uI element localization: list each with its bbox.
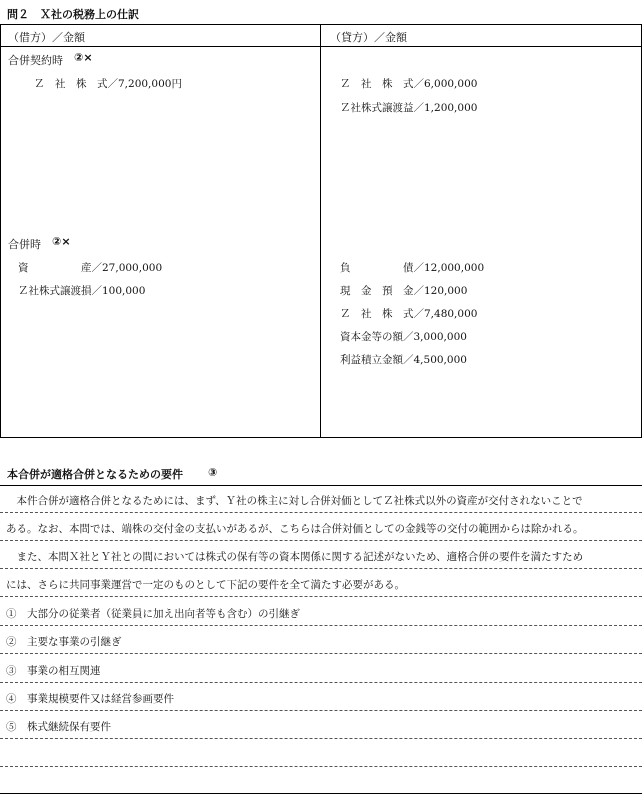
contract-credit-entry: Ｚ 社 株 式／6,000,000 <box>340 78 478 90</box>
requirements-score-mark: ③ <box>208 466 218 479</box>
merger-credit-entry: 負 債／12,000,000 <box>340 262 485 274</box>
requirement-item: ① 大部分の従業者（従業員に加え出向者等も含む）の引継ぎ <box>6 608 300 620</box>
merger-credit-entry: 利益積立金額／4,500,000 <box>340 354 467 366</box>
requirement-item: ③ 事業の相互関連 <box>6 665 101 677</box>
merger-score-mark: ②× <box>52 235 71 248</box>
body-line: 本件合併が適格合併となるためには、まず、Ｙ社の株主に対し合併対価としてＺ社株式以外の資産が交付されないことで <box>6 495 583 507</box>
merger-credit-entry: Ｚ 社 株 式／7,480,000 <box>340 308 478 320</box>
debit-header: （借方）／金額 <box>8 31 85 44</box>
requirement-item: ② 主要な事業の引継ぎ <box>6 636 122 648</box>
body-line: ある。なお、本問では、端株の交付金の支払いがあるが、こちらは合併対価としての金銭等の交付の範囲からは除かれる。 <box>6 523 584 535</box>
credit-header: （貸方）／金額 <box>330 31 407 44</box>
requirements-title: 本合併が適格合併となるための要件 <box>7 468 183 481</box>
contract-credit-entry: Ｚ社株式譲渡益／1,200,000 <box>340 102 478 114</box>
merger-label: 合併時 <box>8 238 41 251</box>
body-line: また、本問Ｘ社とＹ社との間においては株式の保有等の資本関係に関する記述がないため、適格合併の要件を満たすため <box>6 551 584 563</box>
contract-debit-entry: Ｚ 社 株 式／7,200,000円 <box>34 78 182 90</box>
q2-title: 問２ Ｘ社の税務上の仕訳 <box>7 8 139 21</box>
merger-credit-entry: 資本金等の額／3,000,000 <box>340 331 467 343</box>
requirement-item: ⑤ 株式継続保有要件 <box>6 721 111 733</box>
contract-score-mark: ②× <box>74 51 93 64</box>
requirement-item: ④ 事業規模要件又は経営参画要件 <box>6 693 174 705</box>
merger-credit-entry: 現 金 預 金／120,000 <box>340 285 468 297</box>
merger-debit-entry: 資 産／27,000,000 <box>18 262 163 274</box>
body-line: には、さらに共同事業運営で一定のものとして下記の要件を全て満たす必要がある。 <box>6 579 405 591</box>
merger-debit-entry: Ｚ社株式譲渡損／100,000 <box>18 285 146 297</box>
contract-label: 合併契約時 <box>8 54 63 67</box>
